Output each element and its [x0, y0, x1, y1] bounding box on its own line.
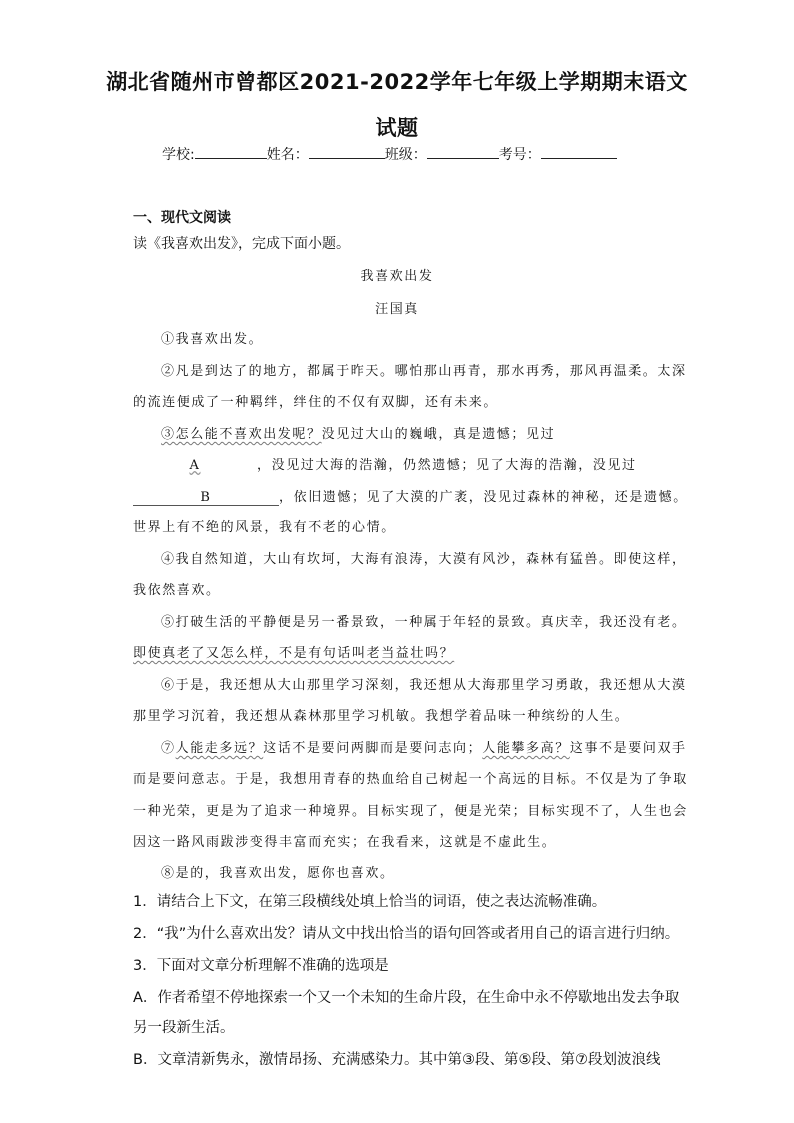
option-a-line-2: 另一段新生活。 [133, 1020, 235, 1036]
wavy-underlined-sentence: ③怎么能不喜欢出发呢？ [161, 427, 322, 442]
option-b-line-1: B．文章清新隽永，激情昂扬、充满感染力。其中第③段、第⑤段、第⑦段划波浪线 [133, 1052, 661, 1068]
paragraph-5-line-1: ⑤打破生活的平静便是另一番景致，一种属于年轻的景致。真庆幸，我还没有老。 [161, 615, 687, 630]
question-1: 1．请结合上下文，在第三段横线处填上恰当的词语，使之表达流畅准确。 [133, 894, 607, 910]
option-a-line-1: A．作者希望不停地探索一个又一个未知的生命片段，在生命中永不停歇地出发去争取 [133, 990, 680, 1006]
paragraph-6-line-1: ⑥于是，我还想从大山那里学习深刻，我还想从大海那里学习勇敢，我还想从大漠 [161, 678, 687, 693]
paragraph-2-line-2: 的流连便成了一种羁绊，绊住的不仅有双脚，还有未来。 [133, 395, 499, 410]
paragraph-3-line-1 [161, 423, 555, 442]
blank-a[interactable]: A [189, 458, 201, 473]
class-field[interactable] [427, 146, 499, 159]
school-field[interactable] [195, 146, 267, 159]
blank-b[interactable]: B [133, 490, 279, 506]
paragraph-7-text: 这事不是要问双手 [569, 741, 687, 756]
student-info-row [162, 144, 617, 164]
wavy-underlined-sentence: 即使真老了又怎么样，不是有句话叫老当益壮吗？ [133, 646, 455, 661]
paragraph-3-line-3 [133, 486, 688, 506]
section-heading: 一、现代文阅读 [133, 210, 231, 226]
number-field[interactable] [541, 146, 617, 159]
wavy-underlined-question-2: 人能攀多高？ [482, 741, 570, 756]
question-2: 2．“我”为什么喜欢出发？请从文中找出恰当的语句回答或者用自己的语言进行归纳。 [133, 926, 680, 942]
paragraph-3-line-2 [133, 454, 637, 473]
paragraph-1: ①我喜欢出发。 [161, 332, 264, 347]
paragraph-4-line-1: ④我自然知道，大山有坎坷，大海有浪涛，大漠有风沙，森林有猛兽。即使这样， [161, 552, 687, 567]
document-title-line-1: 湖北省随州市曾都区2021-2022学年七年级上学期期末语文 [106, 70, 688, 94]
paragraph-6-line-2: 那里学习沉着，我还想从森林那里学习机敏。我想学着品味一种缤纷的人生。 [133, 709, 630, 724]
paragraph-7-line-4: 因这一路风雨跋涉变得丰富而充实；在我看来，这就是不虚此生。 [133, 835, 557, 850]
question-3: 3．下面对文章分析理解不准确的选项是 [133, 958, 389, 974]
document-title-line-2: 试题 [375, 116, 419, 140]
paragraph-number: ⑦ [161, 741, 176, 756]
paragraph-7-line-1 [161, 737, 687, 756]
number-label: 考号： [498, 147, 541, 163]
reading-instruction: 读《我喜欢出发》，完成下面小题。 [133, 236, 350, 252]
paragraph-3-text: ，没见过大海的浩瀚，仍然遗憾；见了大海的浩瀚，没见过 [257, 458, 637, 473]
paragraph-3-line-4: 世界上有不绝的风景，我有不老的心情。 [133, 520, 396, 535]
article-title: 我喜欢出发 [360, 269, 434, 284]
paragraph-4-line-2: 我依然喜欢。 [133, 583, 221, 598]
paragraph-2-line-1: ②凡是到达了的地方，都属于昨天。哪怕那山再青，那水再秀，那风再温柔。太深 [161, 364, 687, 379]
paragraph-7-text: 这话不是要问两脚而是要问志向； [263, 741, 483, 756]
wavy-underlined-question-1: 人能走多远？ [175, 741, 264, 756]
paragraph-3-text: ，依旧遗憾；见了大漠的广袤，没见过森林的神秘，还是遗憾。 [279, 490, 688, 505]
name-field[interactable] [309, 146, 385, 159]
name-label: 姓名： [266, 147, 309, 163]
paragraph-5-line-2 [133, 642, 454, 661]
class-label: 班级： [384, 147, 427, 163]
paragraph-7-line-2: 而是要问意志。于是，我想用青春的热血给自己树起一个高远的目标。不仅是为了争取 [133, 772, 688, 787]
school-label: 学校: [162, 147, 195, 163]
article-author: 汪国真 [375, 302, 419, 317]
paragraph-8: ⑧是的，我喜欢出发，愿你也喜欢。 [161, 866, 395, 881]
paragraph-3-text: 没见过大山的巍峨，真是遗憾；见过 [321, 427, 556, 442]
paragraph-7-line-3: 一种光荣，更是为了追求一种境界。目标实现了，便是光荣；目标实现不了，人生也会 [133, 804, 688, 819]
